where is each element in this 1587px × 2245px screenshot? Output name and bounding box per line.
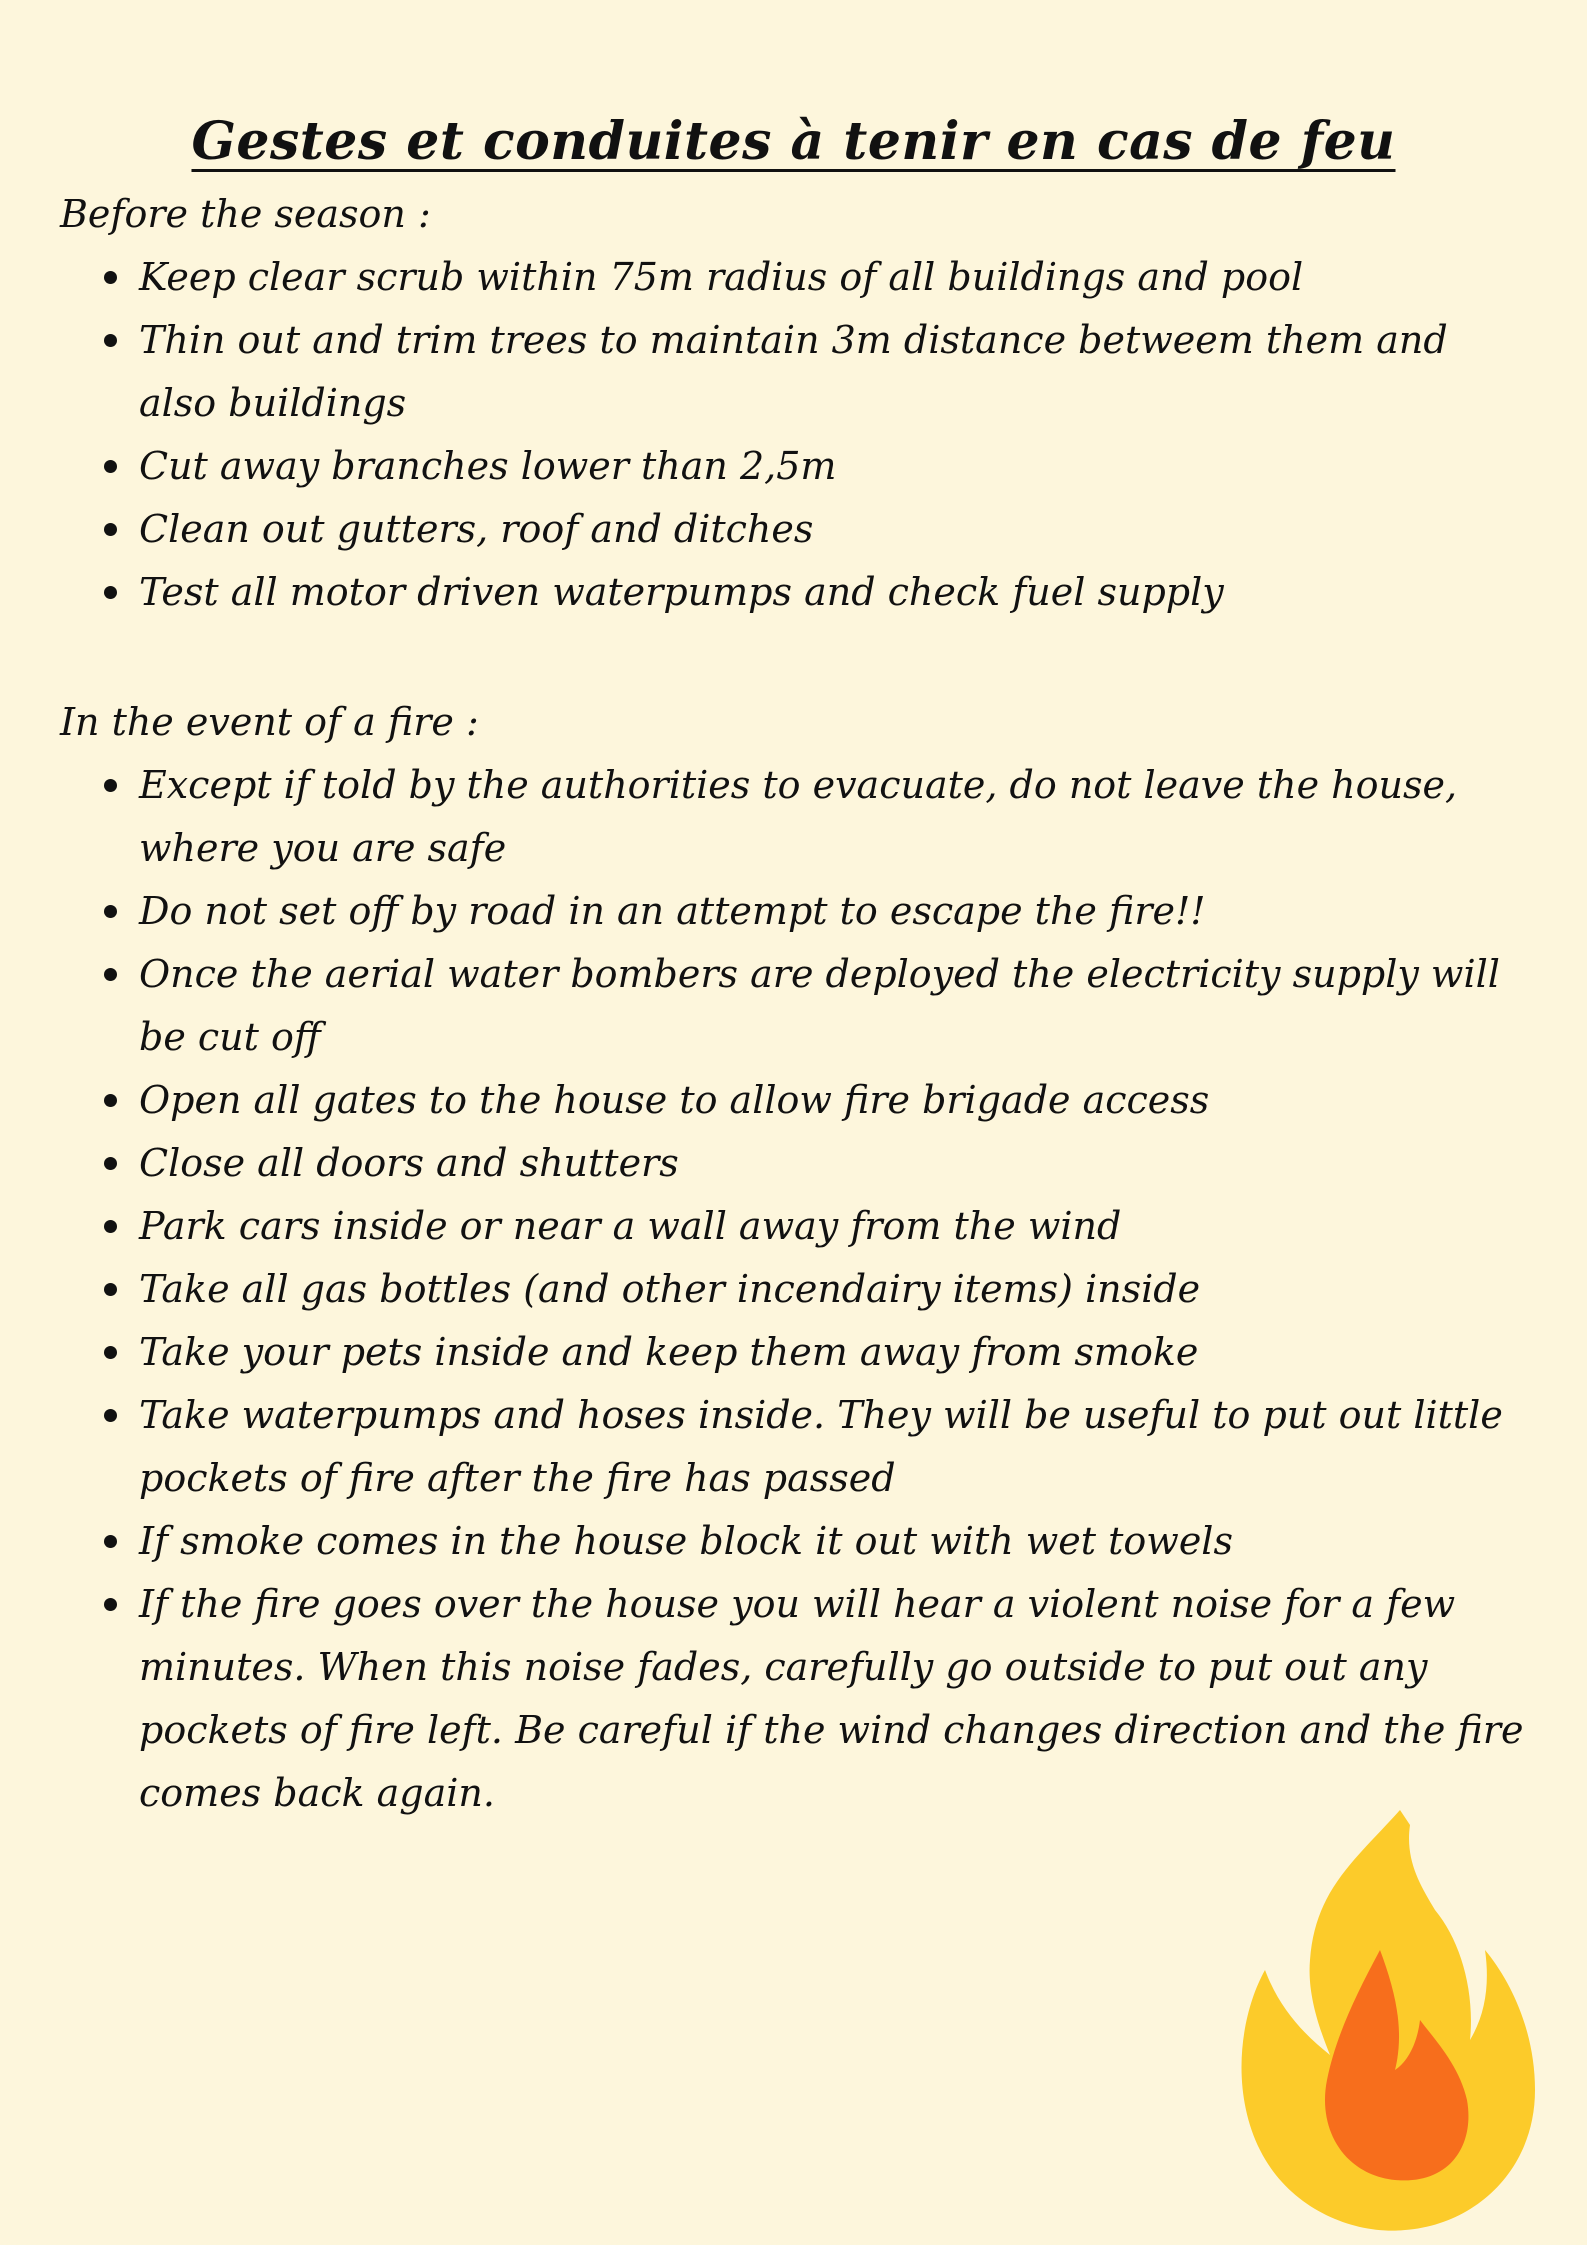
list-item: Take waterpumps and hoses inside. They will be useful to put out little pockets of fire after the fire has passed: [60, 1384, 1530, 1510]
list-item: Cut away branches lower than 2,5m: [60, 435, 1530, 498]
list-item: Close all doors and shutters: [60, 1132, 1530, 1195]
flame-icon: [1235, 1800, 1545, 2240]
list-item: Open all gates to the house to allow fire brigade access: [60, 1069, 1530, 1132]
list-item: If the fire goes over the house you will hear a violent noise for a few minutes. When this noise fades, carefully go outside to put out any pockets of fire left. Be careful if the wind changes direction and the fire comes back again.: [60, 1573, 1530, 1825]
list-item: If smoke comes in the house block it out with wet towels: [60, 1510, 1530, 1573]
section-heading: Before the season :: [60, 192, 431, 236]
list-item: Test all motor driven waterpumps and check fuel supply: [60, 561, 1530, 624]
section-heading: In the event of a fire :: [60, 700, 479, 744]
list-item: Take all gas bottles (and other incendairy items) inside: [60, 1258, 1530, 1321]
list-item: Take your pets inside and keep them away from smoke: [60, 1321, 1530, 1384]
bullet-list: [60, 754, 1530, 1825]
bullet-list: [60, 246, 1530, 624]
list-item: Clean out gutters, roof and ditches: [60, 498, 1530, 561]
list-item: Keep clear scrub within 75m radius of all buildings and pool: [60, 246, 1530, 309]
list-item: Once the aerial water bombers are deployed the electricity supply will be cut off: [60, 943, 1530, 1069]
section-before-season: [60, 182, 1530, 624]
list-item: Park cars inside or near a wall away from the wind: [60, 1195, 1530, 1258]
list-item: Thin out and trim trees to maintain 3m distance betweem them and also buildings: [60, 309, 1530, 435]
section-in-event-of-fire: [60, 690, 1530, 1825]
list-item: Do not set off by road in an attempt to escape the fire!!: [60, 880, 1530, 943]
page-title: Gestes et conduites à tenir en cas de feu: [191, 110, 1396, 172]
list-item: Except if told by the authorities to evacuate, do not leave the house, where you are safe: [60, 754, 1530, 880]
